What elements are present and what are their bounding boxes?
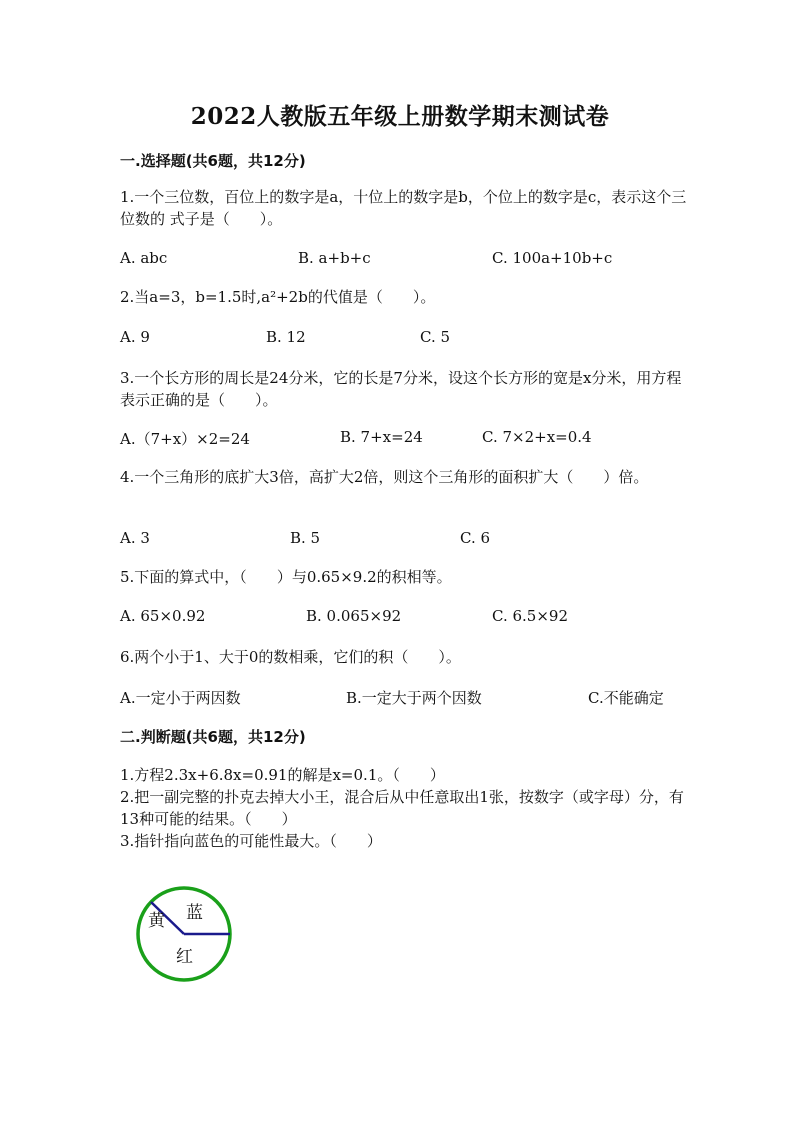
- q5-option-a: A. 65×0.92: [120, 607, 206, 625]
- label-blue: 蓝: [186, 903, 203, 923]
- q6-option-c: C.不能确定: [588, 689, 664, 707]
- q4-option-a: A. 3: [120, 529, 150, 547]
- section-heading-choice: 一.选择题(共6题，共12分): [120, 152, 306, 170]
- judge-question-3: 3.指针指向蓝色的可能性最大。（ ）: [120, 832, 382, 850]
- label-red: 红: [176, 947, 193, 967]
- question-1: 1.一个三位数，百位上的数字是a，十位上的数字是b，个位上的数字是c，表示这个三位数的 式子是（ ）。: [120, 188, 687, 228]
- q2-option-a: A. 9: [120, 328, 150, 346]
- q4-option-c: C. 6: [460, 529, 491, 547]
- q6-option-a: A.一定小于两因数: [120, 689, 241, 707]
- q1-option-a: A. abc: [120, 249, 168, 267]
- q5-option-c: C. 6.5×92: [492, 607, 568, 625]
- section-heading-judge: 二.判断题(共6题，共12分): [120, 728, 306, 746]
- judge-question-1: 1.方程2.3x+6.8x=0.91的解是x=0.1。（ ）: [120, 766, 445, 784]
- q1-option-c: C. 100a+10b+c: [492, 249, 613, 267]
- question-2: 2.当a=3，b=1.5时,a²+2b的代值是（ ）。: [120, 288, 436, 306]
- page-title: 2022人教版五年级上册数学期末测试卷: [190, 103, 610, 130]
- q1-option-b: B. a+b+c: [298, 249, 371, 267]
- spinner-figure: [132, 886, 236, 982]
- q2-option-c: C. 5: [420, 328, 451, 346]
- q6-option-b: B.一定大于两个因数: [346, 689, 482, 707]
- label-yellow: 黄: [148, 911, 165, 931]
- question-3: 3.一个长方形的周长是24分米，它的长是7分米，设这个长方形的宽是x分米，用方程表示正确的是（ ）。: [120, 369, 682, 409]
- q5-option-b: B. 0.065×92: [306, 607, 402, 625]
- q3-option-c: C. 7×2+x=0.4: [482, 428, 592, 446]
- question-6: 6.两个小于1、大于0的数相乘，它们的积（ ）。: [120, 648, 461, 666]
- judge-question-2: 2.把一副完整的扑克去掉大小王，混合后从中任意取出1张，按数字（或字母）分，有13种可能的结果。（ ）: [120, 788, 684, 828]
- question-4: 4.一个三角形的底扩大3倍，高扩大2倍，则这个三角形的面积扩大（ ）倍。: [120, 468, 649, 486]
- question-5: 5.下面的算式中，（ ）与0.65×9.2的积相等。: [120, 568, 452, 586]
- q2-option-b: B. 12: [266, 328, 306, 346]
- q4-option-b: B. 5: [290, 529, 321, 547]
- q3-option-b: B. 7+x=24: [340, 428, 423, 446]
- q3-option-a: A.（7+x）×2=24: [120, 430, 250, 448]
